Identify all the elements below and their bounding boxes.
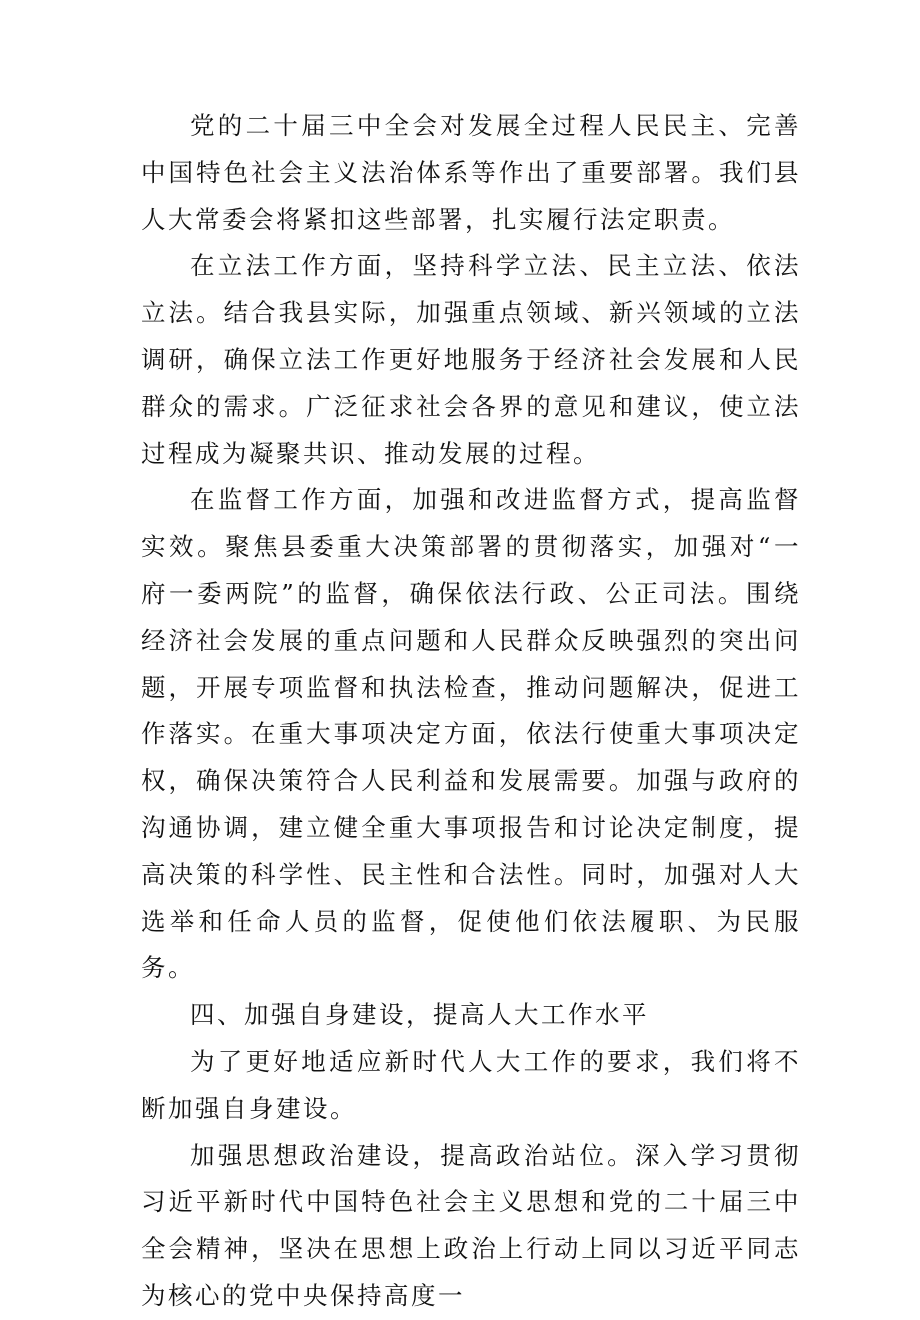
paragraph-political-building: 加强思想政治建设，提高政治站位。深入学习贯彻习近平新时代中国特色社会主义思想和党的二十届三中全会精神，坚决在思想上政治上行动上同以习近平同志为核心的党中央保持高度一 xyxy=(141,1140,801,1310)
paragraph-legislation: 在立法工作方面，坚持科学立法、民主立法、依法立法。结合我县实际，加强重点领域、新兴领域的立法调研，确保立法工作更好地服务于经济社会发展和人民群众的需求。广泛征求社会各界的意见和建议，使立法过程成为凝聚共识、推动发展的过程。 xyxy=(141,251,801,468)
paragraph-self-building: 为了更好地适应新时代人大工作的要求，我们将不断加强自身建设。 xyxy=(141,1046,801,1123)
section-heading: 四、加强自身建设，提高人大工作水平 xyxy=(190,1000,649,1030)
document-body xyxy=(141,103,801,1320)
paragraph-supervision: 在监督工作方面，加强和改进监督方式，提高监督实效。聚焦县委重大决策部署的贯彻落实，加强对“一府一委两院”的监督，确保依法行政、公正司法。围绕经济社会发展的重点问题和人民群众反映强烈的突出问题，开展专项监督和执法检查，推动问题解决，促进工作落实。在重大事项决定方面，依法行使重大事项决定权，确保决策符合人民利益和发展需要。加强与政府的沟通协调，建立健全重大事项报告和讨论决定制度，提高决策的科学性、民主性和合法性。同时，加强对人大选举和任命人员的监督，促使他们依法履职、为民服务。 xyxy=(141,485,801,983)
paragraph-intro: 党的二十届三中全会对发展全过程人民民主、完善中国特色社会主义法治体系等作出了重要部署。我们县人大常委会将紧扣这些部署，扎实履行法定职责。 xyxy=(141,111,801,234)
